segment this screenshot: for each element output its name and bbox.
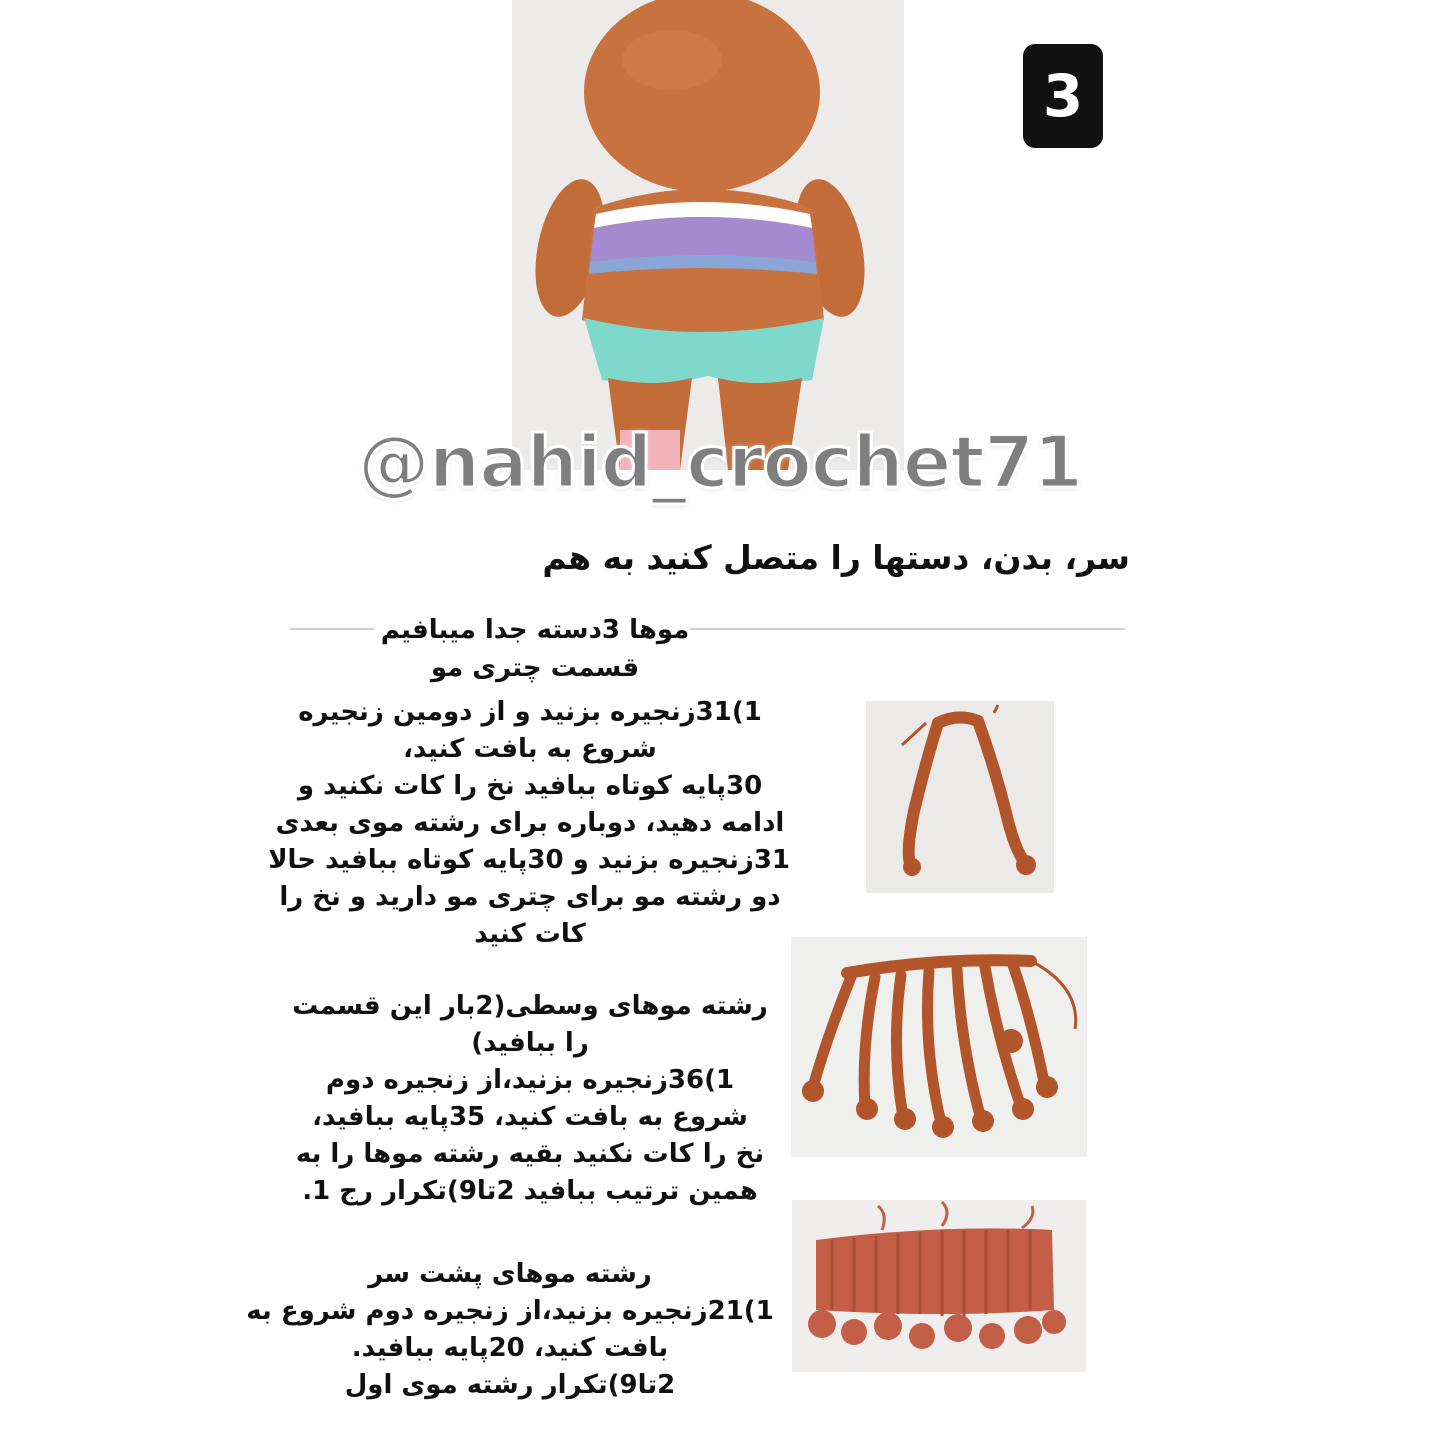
instruction-line: رشته موهای پشت سر <box>368 1259 652 1289</box>
instruction-block-back-hair <box>240 1256 780 1404</box>
instruction-line: 1)36زنجیره بزنید،از زنجیره دوم <box>325 1065 735 1095</box>
instruction-line: را ببافید) <box>471 1028 589 1058</box>
instruction-line: شروع به بافت کنید، 35پایه ببافید، <box>312 1102 748 1132</box>
instruction-line: نخ را کات نکنید بقیه رشته موها را به <box>295 1139 765 1169</box>
doll-photo <box>512 0 904 470</box>
divider-right <box>690 628 1125 630</box>
instruction-line: کات کنید <box>474 919 586 949</box>
section-subtitle: قسمت چتری مو <box>430 653 640 683</box>
instruction-line: 1)31زنجیره بزنید و از دومین زنجیره <box>298 697 762 727</box>
hair-back-photo <box>792 1200 1086 1372</box>
instruction-line: ادامه دهید، دوباره برای رشته موی بعدی <box>275 808 785 838</box>
instruction-block-middle-hair <box>270 988 790 1210</box>
hair-bangs-photo <box>866 701 1054 893</box>
step-badge: 3 <box>1023 44 1103 148</box>
instruction-line: 1)21زنجیره بزنید،از زنجیره دوم شروع به <box>246 1296 774 1326</box>
hair-middle-photo <box>791 937 1087 1157</box>
instruction-line: رشته موهای وسطی(2بار این قسمت <box>292 991 768 1021</box>
instruction-line: 30پایه کوتاه ببافید نخ را کات نکنید و <box>297 771 763 801</box>
instruction-line: شروع به بافت کنید، <box>403 734 657 764</box>
instruction-line: بافت کنید، 20پایه ببافید. <box>351 1333 669 1363</box>
instruction-line: دو رشته مو برای چتری مو دارید و نخ را <box>279 882 781 912</box>
divider-left <box>290 628 374 630</box>
section-title: موها 3دسته جدا میبافیم <box>380 615 690 645</box>
watermark: @nahid_crochet71 <box>357 420 1083 504</box>
instruction-block-bangs <box>270 694 790 953</box>
instruction-line: همین ترتیب ببافید 2تا9)تکرار رج 1. <box>302 1176 758 1206</box>
instruction-line: 2تا9)تکرار رشته موی اول <box>344 1370 676 1400</box>
instruction-line: 31زنجیره بزنید و 30پایه کوتاه ببافید حالا <box>268 845 790 875</box>
page-heading: سر، بدن، دستها را متصل کنید به هم <box>542 538 1130 577</box>
